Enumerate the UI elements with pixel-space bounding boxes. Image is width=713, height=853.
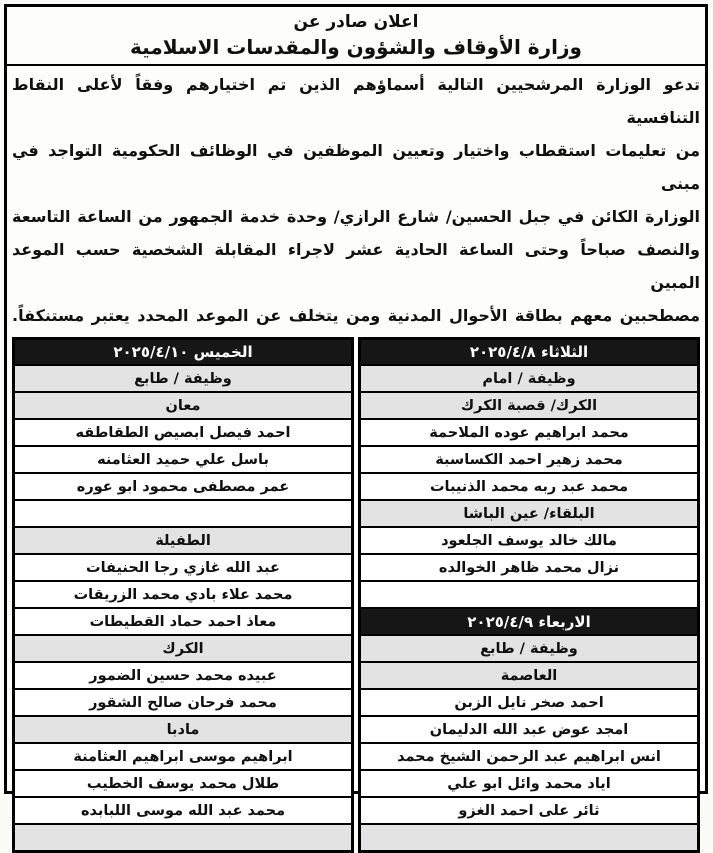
table-row — [14, 419, 353, 446]
announcement-title: اعلان صادر عن — [293, 12, 419, 32]
table-row — [14, 581, 353, 608]
candidate-name-cell: انس ابراهيم عبد الرحمن الشيخ محمد — [360, 743, 699, 770]
table-row — [360, 743, 699, 770]
table-row — [360, 446, 699, 473]
candidate-name-cell: احمد فيصل ابصيص الطقاطقه — [14, 419, 353, 446]
announcement-body — [12, 68, 700, 332]
governorate-cell: البلقاء/ عين الباشا — [360, 500, 699, 527]
interview-schedule — [12, 337, 700, 853]
table-row — [360, 797, 699, 824]
table-row — [360, 527, 699, 554]
table-row — [360, 662, 699, 689]
candidate-name-cell: ثائر على احمد الغزو — [360, 797, 699, 824]
page-border-frame — [4, 4, 708, 819]
candidate-name-cell: محمد عبد ربه محمد الذنيبات — [360, 473, 699, 500]
candidate-name-cell: محمد فرحان صالح الشقور — [14, 689, 353, 716]
table-row — [14, 662, 353, 689]
table-row — [360, 608, 699, 635]
ministry-name-title: وزارة الأوقاف والشؤون والمقدسات الاسلامية — [130, 35, 582, 59]
candidate-name-cell: عمر مصطفى محمود ابو عوره — [14, 473, 353, 500]
candidate-name-cell: محمد زهير احمد الكساسبة — [360, 446, 699, 473]
empty-cell — [14, 500, 353, 527]
table-row — [14, 608, 353, 635]
date-header-cell: الاربعاء ٢٠٢٥/٤/٩ — [360, 608, 699, 635]
candidate-name-cell: مالك خالد يوسف الجلعود — [360, 527, 699, 554]
empty-cell — [360, 581, 699, 608]
table-row — [360, 581, 699, 608]
table-row — [360, 473, 699, 500]
schedule-table-tuesday — [358, 337, 700, 853]
table-row — [360, 689, 699, 716]
schedule-table-thursday — [12, 337, 354, 853]
table-row — [360, 554, 699, 581]
governorate-cell: الطفيلة — [14, 527, 353, 554]
table-row — [14, 716, 353, 743]
governorate-cell: الكرك/ قصبة الكرك — [360, 392, 699, 419]
table-row — [360, 824, 699, 852]
candidate-name-cell: طلال محمد يوسف الخطيب — [14, 770, 353, 797]
body-line: من تعليمات استقطاب واختيار وتعيين الموظفين في الوظائف الحكومية التواجد في مبنى — [12, 141, 700, 193]
body-line: الوزارة الكائن في جبل الحسين/ شارع الرازي/ وحدة خدمة الجمهور من الساعة التاسعة — [12, 207, 700, 226]
cutoff-row-cell — [360, 824, 699, 852]
table-row — [360, 770, 699, 797]
table-row — [360, 392, 699, 419]
table-header-row — [14, 339, 353, 366]
table-row — [14, 365, 353, 392]
table-row — [360, 635, 699, 662]
table-row — [14, 446, 353, 473]
candidate-name-cell: نزال محمد ظاهر الخوالده — [360, 554, 699, 581]
table-row — [360, 419, 699, 446]
cutoff-row-cell — [14, 824, 353, 852]
table-row — [14, 554, 353, 581]
table-row — [14, 500, 353, 527]
job-title-cell: وظيفة / طابع — [360, 635, 699, 662]
table-row — [360, 500, 699, 527]
candidate-name-cell: امجد عوض عبد الله الدليمان — [360, 716, 699, 743]
governorate-cell: الكرك — [14, 635, 353, 662]
table-row — [360, 365, 699, 392]
date-column-header: الخميس ٢٠٢٥/٤/١٠ — [14, 339, 353, 366]
governorate-cell: مادبا — [14, 716, 353, 743]
governorate-cell: معان — [14, 392, 353, 419]
candidate-name-cell: محمد علاء بادي محمد الزريقات — [14, 581, 353, 608]
table-row — [14, 743, 353, 770]
candidate-name-cell: احمد صخر نايل الزبن — [360, 689, 699, 716]
table-header-row — [360, 339, 699, 366]
candidate-name-cell: عبيده محمد حسين الضمور — [14, 662, 353, 689]
body-line: والنصف صباحاً وحتى الساعة الحادية عشر لاجراء المقابلة الشخصية حسب الموعد المبين — [12, 240, 700, 292]
header-divider-line — [7, 64, 705, 66]
table-row — [14, 797, 353, 824]
table-row — [14, 689, 353, 716]
table-row — [14, 527, 353, 554]
job-title-cell: وظيفة / طابع — [14, 365, 353, 392]
table-row — [14, 392, 353, 419]
candidate-name-cell: عبد الله غازي رجا الحنيفات — [14, 554, 353, 581]
table-row — [14, 824, 353, 852]
table-row — [14, 635, 353, 662]
body-line: تدعو الوزارة المرشحيين التالية أسماؤهم الذين تم اختيارهم وفقاً لأعلى النقاط التنافسية — [12, 75, 700, 127]
candidate-name-cell: اياد محمد وائل ابو علي — [360, 770, 699, 797]
table-row — [14, 770, 353, 797]
candidate-name-cell: محمد ابراهيم عوده الملاحمة — [360, 419, 699, 446]
table-row — [360, 716, 699, 743]
job-title-cell: وظيفة / امام — [360, 365, 699, 392]
date-column-header: الثلاثاء ٢٠٢٥/٤/٨ — [360, 339, 699, 366]
candidate-name-cell: معاذ احمد حماد القطيطات — [14, 608, 353, 635]
candidate-name-cell: ابراهيم موسى ابراهيم العثامنة — [14, 743, 353, 770]
governorate-cell: العاصمة — [360, 662, 699, 689]
table-row — [14, 473, 353, 500]
candidate-name-cell: محمد عبد الله موسى اللبابده — [14, 797, 353, 824]
body-line: مصطحبين معهم بطاقة الأحوال المدنية ومن يتخلف عن الموعد المحدد يعتبر مستنكفاً. — [12, 306, 700, 325]
candidate-name-cell: باسل علي حميد العثامنه — [14, 446, 353, 473]
